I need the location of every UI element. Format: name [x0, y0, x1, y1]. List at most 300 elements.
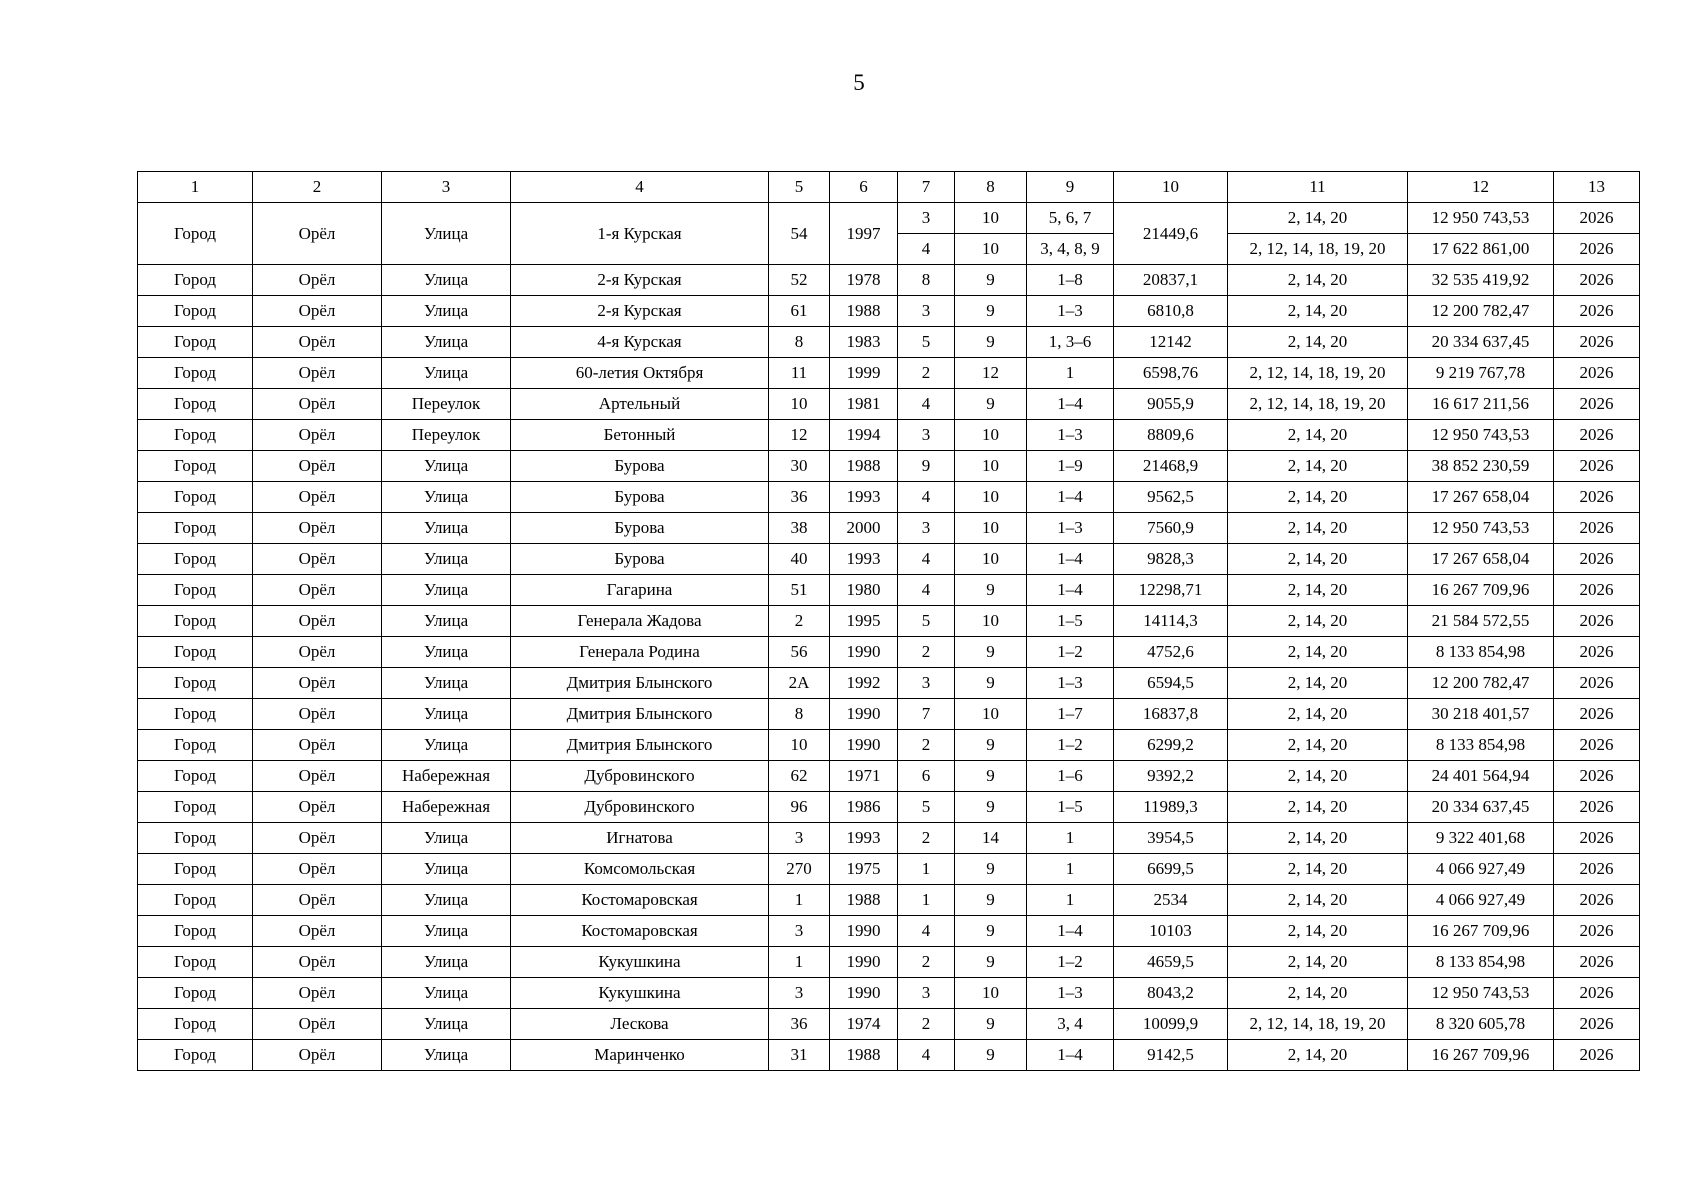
table-cell: 30 218 401,57: [1408, 699, 1554, 730]
table-cell: 2, 14, 20: [1228, 296, 1408, 327]
table-cell: 2026: [1554, 854, 1640, 885]
table-cell: 1–3: [1027, 978, 1114, 1009]
table-cell: 10: [955, 978, 1027, 1009]
table-cell: 2026: [1554, 637, 1640, 668]
table-cell: Орёл: [253, 699, 382, 730]
table-cell: 2026: [1554, 203, 1640, 234]
table-cell: Кукушкина: [511, 978, 769, 1009]
table-cell: 7560,9: [1114, 513, 1228, 544]
table-cell: Город: [138, 203, 253, 265]
table-cell: 2026: [1554, 544, 1640, 575]
table-cell: Орёл: [253, 203, 382, 265]
table-cell: Артельный: [511, 389, 769, 420]
table-cell: Город: [138, 699, 253, 730]
table-row: [138, 668, 1640, 699]
table-cell: 1–9: [1027, 451, 1114, 482]
table-row: [138, 916, 1640, 947]
table-cell: 4 066 927,49: [1408, 885, 1554, 916]
table-cell: 1997: [830, 203, 898, 265]
table-cell: 1–3: [1027, 296, 1114, 327]
table-cell: Набережная: [382, 792, 511, 823]
table-cell: 1980: [830, 575, 898, 606]
table-cell: 1–4: [1027, 916, 1114, 947]
table-cell: Улица: [382, 327, 511, 358]
table-cell: 31: [769, 1040, 830, 1071]
header-cell: 1: [138, 172, 253, 203]
table-cell: Переулок: [382, 420, 511, 451]
table-cell: 2, 14, 20: [1228, 885, 1408, 916]
header-cell: 2: [253, 172, 382, 203]
table-cell: 17 622 861,00: [1408, 234, 1554, 265]
table-cell: 12 200 782,47: [1408, 296, 1554, 327]
table-cell: 1–7: [1027, 699, 1114, 730]
table-cell: Город: [138, 761, 253, 792]
table-row: [138, 544, 1640, 575]
table-cell: 9: [955, 885, 1027, 916]
table-cell: 5: [898, 792, 955, 823]
table-cell: 10: [955, 544, 1027, 575]
table-row: [138, 730, 1640, 761]
table-cell: 2026: [1554, 978, 1640, 1009]
table-cell: 1: [1027, 823, 1114, 854]
table-cell: 1–6: [1027, 761, 1114, 792]
table-cell: Город: [138, 575, 253, 606]
table-cell: 9: [955, 296, 1027, 327]
table-cell: 1975: [830, 854, 898, 885]
header-cell: 13: [1554, 172, 1640, 203]
table-cell: 1992: [830, 668, 898, 699]
table-cell: 12 950 743,53: [1408, 203, 1554, 234]
table-cell: 12 950 743,53: [1408, 978, 1554, 1009]
table-cell: Орёл: [253, 358, 382, 389]
table-cell: 2, 14, 20: [1228, 823, 1408, 854]
table-cell: 1–4: [1027, 544, 1114, 575]
table-cell: 9: [955, 947, 1027, 978]
table-cell: 12 950 743,53: [1408, 513, 1554, 544]
table-cell: Город: [138, 792, 253, 823]
table-cell: 6598,76: [1114, 358, 1228, 389]
table-cell: Город: [138, 823, 253, 854]
table-cell: Улица: [382, 1040, 511, 1071]
table-cell: 12: [955, 358, 1027, 389]
table-cell: 1990: [830, 730, 898, 761]
table-cell: 2-я Курская: [511, 265, 769, 296]
table-cell: 1993: [830, 823, 898, 854]
table-cell: 3: [898, 668, 955, 699]
table-cell: 4: [898, 916, 955, 947]
table-cell: 2026: [1554, 575, 1640, 606]
table-cell: 3954,5: [1114, 823, 1228, 854]
table-cell: 2, 14, 20: [1228, 482, 1408, 513]
table-row: [138, 978, 1640, 1009]
table-cell: 8: [769, 699, 830, 730]
table-cell: 6594,5: [1114, 668, 1228, 699]
table-cell: 9: [898, 451, 955, 482]
table-cell: Город: [138, 668, 253, 699]
table-cell: 2026: [1554, 420, 1640, 451]
table-cell: 7: [898, 699, 955, 730]
table-cell: 2, 14, 20: [1228, 265, 1408, 296]
header-cell: 5: [769, 172, 830, 203]
table-cell: 1988: [830, 296, 898, 327]
table-cell: Орёл: [253, 792, 382, 823]
table-cell: 2, 14, 20: [1228, 761, 1408, 792]
table-cell: Орёл: [253, 575, 382, 606]
table-cell: 1990: [830, 947, 898, 978]
table-cell: Улица: [382, 513, 511, 544]
table-cell: Дмитрия Блынского: [511, 730, 769, 761]
table-cell: 21449,6: [1114, 203, 1228, 265]
table-cell: Улица: [382, 823, 511, 854]
table-cell: 9142,5: [1114, 1040, 1228, 1071]
table-cell: 1-я Курская: [511, 203, 769, 265]
table-cell: 1988: [830, 451, 898, 482]
table-cell: 1–4: [1027, 1040, 1114, 1071]
table-cell: 3: [898, 978, 955, 1009]
table-cell: 9562,5: [1114, 482, 1228, 513]
table-row: [138, 947, 1640, 978]
table-cell: 20837,1: [1114, 265, 1228, 296]
table-cell: 2, 14, 20: [1228, 947, 1408, 978]
table-cell: Набережная: [382, 761, 511, 792]
table-cell: 1986: [830, 792, 898, 823]
table-cell: 2026: [1554, 699, 1640, 730]
table-row: [138, 575, 1640, 606]
table-cell: 1988: [830, 885, 898, 916]
table-cell: 2026: [1554, 1040, 1640, 1071]
table-cell: 1990: [830, 699, 898, 730]
table-cell: 8 133 854,98: [1408, 730, 1554, 761]
table-cell: 32 535 419,92: [1408, 265, 1554, 296]
table-row: [138, 513, 1640, 544]
table-row: [138, 854, 1640, 885]
table-cell: 52: [769, 265, 830, 296]
table-cell: 2026: [1554, 1009, 1640, 1040]
table-cell: 8 320 605,78: [1408, 1009, 1554, 1040]
table-cell: Орёл: [253, 606, 382, 637]
table-cell: Дубровинского: [511, 761, 769, 792]
table-cell: 51: [769, 575, 830, 606]
table-cell: 2026: [1554, 358, 1640, 389]
table-cell: Город: [138, 451, 253, 482]
table-cell: 8 133 854,98: [1408, 637, 1554, 668]
table-cell: 14114,3: [1114, 606, 1228, 637]
table-cell: Улица: [382, 978, 511, 1009]
table-cell: 17 267 658,04: [1408, 482, 1554, 513]
table-cell: 1–2: [1027, 637, 1114, 668]
table-cell: 14: [955, 823, 1027, 854]
table-cell: 2026: [1554, 792, 1640, 823]
table-cell: 1–4: [1027, 575, 1114, 606]
table-cell: Орёл: [253, 327, 382, 358]
table-cell: Город: [138, 420, 253, 451]
table-cell: 2, 12, 14, 18, 19, 20: [1228, 234, 1408, 265]
table-cell: Город: [138, 389, 253, 420]
table-cell: Улица: [382, 544, 511, 575]
table-cell: 2026: [1554, 885, 1640, 916]
table-cell: 5, 6, 7: [1027, 203, 1114, 234]
table-row: [138, 637, 1640, 668]
table-cell: 1: [1027, 358, 1114, 389]
table-cell: Гагарина: [511, 575, 769, 606]
table-cell: 10: [955, 451, 1027, 482]
table-cell: 2026: [1554, 265, 1640, 296]
table-cell: 4-я Курская: [511, 327, 769, 358]
table-row: [138, 420, 1640, 451]
table-row: [138, 823, 1640, 854]
table-cell: Орёл: [253, 823, 382, 854]
table-cell: 4659,5: [1114, 947, 1228, 978]
table-cell: Город: [138, 327, 253, 358]
table-cell: Комсомольская: [511, 854, 769, 885]
header-cell: 7: [898, 172, 955, 203]
table-cell: 56: [769, 637, 830, 668]
table-cell: 9: [955, 916, 1027, 947]
table-cell: 3, 4: [1027, 1009, 1114, 1040]
table-cell: Улица: [382, 296, 511, 327]
table-cell: Генерала Жадова: [511, 606, 769, 637]
table-cell: 2, 14, 20: [1228, 575, 1408, 606]
table-cell: 2, 12, 14, 18, 19, 20: [1228, 358, 1408, 389]
table-cell: Бетонный: [511, 420, 769, 451]
table-cell: 1995: [830, 606, 898, 637]
table-cell: 1–3: [1027, 420, 1114, 451]
table-cell: 1990: [830, 916, 898, 947]
table-cell: Орёл: [253, 947, 382, 978]
table-cell: 8043,2: [1114, 978, 1228, 1009]
table-cell: 2, 14, 20: [1228, 203, 1408, 234]
table-cell: Улица: [382, 730, 511, 761]
table-cell: 2: [898, 1009, 955, 1040]
table-cell: 6: [898, 761, 955, 792]
table-cell: 3, 4, 8, 9: [1027, 234, 1114, 265]
table-cell: 9: [955, 668, 1027, 699]
table-cell: Орёл: [253, 978, 382, 1009]
table-cell: 1993: [830, 544, 898, 575]
table-cell: Костомаровская: [511, 885, 769, 916]
table-cell: 1, 3–6: [1027, 327, 1114, 358]
table-row: [138, 606, 1640, 637]
table-cell: 2, 14, 20: [1228, 1040, 1408, 1071]
table-cell: 10: [955, 513, 1027, 544]
table-cell: 4: [898, 575, 955, 606]
table-cell: Маринченко: [511, 1040, 769, 1071]
table-cell: 270: [769, 854, 830, 885]
table-cell: Орёл: [253, 885, 382, 916]
header-cell: 11: [1228, 172, 1408, 203]
table-cell: Город: [138, 947, 253, 978]
table-cell: 9828,3: [1114, 544, 1228, 575]
table-row: [138, 265, 1640, 296]
table-row: [138, 761, 1640, 792]
table-cell: Орёл: [253, 389, 382, 420]
table-cell: 2, 14, 20: [1228, 978, 1408, 1009]
table-cell: Орёл: [253, 1040, 382, 1071]
table-cell: 2, 14, 20: [1228, 420, 1408, 451]
table-cell: 2, 14, 20: [1228, 606, 1408, 637]
table-cell: 24 401 564,94: [1408, 761, 1554, 792]
table-cell: 2, 12, 14, 18, 19, 20: [1228, 1009, 1408, 1040]
table-cell: 54: [769, 203, 830, 265]
table-cell: Улица: [382, 265, 511, 296]
table-cell: 3: [769, 823, 830, 854]
table-cell: 1–4: [1027, 482, 1114, 513]
table-cell: Орёл: [253, 544, 382, 575]
table-cell: 1: [769, 885, 830, 916]
table-cell: 2026: [1554, 606, 1640, 637]
table-cell: Бурова: [511, 482, 769, 513]
table-cell: 1–4: [1027, 389, 1114, 420]
table-cell: 2А: [769, 668, 830, 699]
table-cell: Улица: [382, 699, 511, 730]
table-cell: 2026: [1554, 916, 1640, 947]
table-cell: 11989,3: [1114, 792, 1228, 823]
table-cell: 1993: [830, 482, 898, 513]
table-cell: 36: [769, 1009, 830, 1040]
table-cell: 10: [955, 606, 1027, 637]
header-cell: 4: [511, 172, 769, 203]
table-cell: Город: [138, 978, 253, 1009]
table-cell: 10: [769, 389, 830, 420]
table-cell: 1994: [830, 420, 898, 451]
table-cell: 10: [769, 730, 830, 761]
header-cell: 10: [1114, 172, 1228, 203]
table-cell: 2: [898, 358, 955, 389]
table-cell: Лескова: [511, 1009, 769, 1040]
table-cell: 10: [955, 203, 1027, 234]
table-row: [138, 451, 1640, 482]
table-cell: 1: [898, 885, 955, 916]
table-cell: 2: [898, 947, 955, 978]
table-cell: 2: [769, 606, 830, 637]
table-cell: 20 334 637,45: [1408, 327, 1554, 358]
table-cell: 10: [955, 234, 1027, 265]
table-cell: 10103: [1114, 916, 1228, 947]
table-cell: 3: [769, 978, 830, 1009]
table-cell: 1–2: [1027, 947, 1114, 978]
table-cell: 2, 14, 20: [1228, 451, 1408, 482]
table-cell: Улица: [382, 1009, 511, 1040]
table-cell: 10: [955, 699, 1027, 730]
table-cell: 62: [769, 761, 830, 792]
table-cell: 9: [955, 265, 1027, 296]
table-cell: Улица: [382, 854, 511, 885]
table-cell: 96: [769, 792, 830, 823]
table-cell: Улица: [382, 203, 511, 265]
table-cell: Костомаровская: [511, 916, 769, 947]
table-cell: 21468,9: [1114, 451, 1228, 482]
table-cell: Город: [138, 296, 253, 327]
table-cell: Орёл: [253, 916, 382, 947]
table-cell: 16837,8: [1114, 699, 1228, 730]
table-cell: 1988: [830, 1040, 898, 1071]
table-cell: 1: [1027, 885, 1114, 916]
table-cell: Бурова: [511, 451, 769, 482]
table-cell: 12: [769, 420, 830, 451]
table-cell: 1990: [830, 637, 898, 668]
table-cell: Бурова: [511, 544, 769, 575]
table-cell: 2026: [1554, 296, 1640, 327]
table-cell: 3: [898, 420, 955, 451]
table-cell: 12 200 782,47: [1408, 668, 1554, 699]
table-cell: 8 133 854,98: [1408, 947, 1554, 978]
table-cell: 40: [769, 544, 830, 575]
table-cell: 1978: [830, 265, 898, 296]
table-cell: 9392,2: [1114, 761, 1228, 792]
table-cell: Улица: [382, 947, 511, 978]
table-cell: 2534: [1114, 885, 1228, 916]
table-cell: 2-я Курская: [511, 296, 769, 327]
table-cell: 2: [898, 823, 955, 854]
table-cell: 9055,9: [1114, 389, 1228, 420]
table-row: [138, 482, 1640, 513]
table-cell: Улица: [382, 606, 511, 637]
table-cell: 9: [955, 854, 1027, 885]
table-row: [138, 1040, 1640, 1071]
table-cell: 1–2: [1027, 730, 1114, 761]
table-cell: 1983: [830, 327, 898, 358]
table-cell: 12 950 743,53: [1408, 420, 1554, 451]
table-cell: 4: [898, 389, 955, 420]
table-cell: 3: [769, 916, 830, 947]
table-cell: Улица: [382, 916, 511, 947]
table-cell: 2, 12, 14, 18, 19, 20: [1228, 389, 1408, 420]
table-cell: 1–3: [1027, 513, 1114, 544]
table-cell: Улица: [382, 637, 511, 668]
table-cell: 2026: [1554, 389, 1640, 420]
table-cell: 1: [898, 854, 955, 885]
table-cell: 9: [955, 1040, 1027, 1071]
table-cell: Улица: [382, 451, 511, 482]
table-cell: Улица: [382, 358, 511, 389]
table-cell: 2, 14, 20: [1228, 637, 1408, 668]
table-cell: 9: [955, 575, 1027, 606]
table-cell: 6299,2: [1114, 730, 1228, 761]
table-cell: 2, 14, 20: [1228, 327, 1408, 358]
table-cell: Город: [138, 916, 253, 947]
table-cell: 2026: [1554, 513, 1640, 544]
table-cell: 10: [955, 420, 1027, 451]
table-cell: Город: [138, 265, 253, 296]
table-row: [138, 203, 1640, 234]
table-cell: 3: [898, 203, 955, 234]
table-cell: Переулок: [382, 389, 511, 420]
table-cell: Город: [138, 513, 253, 544]
table-cell: 2, 14, 20: [1228, 544, 1408, 575]
table-cell: 2, 14, 20: [1228, 916, 1408, 947]
table-cell: 1–3: [1027, 668, 1114, 699]
table-cell: 9: [955, 637, 1027, 668]
table-cell: Город: [138, 358, 253, 389]
table-row: [138, 885, 1640, 916]
table-cell: Кукушкина: [511, 947, 769, 978]
table-cell: 2026: [1554, 761, 1640, 792]
table-cell: 9: [955, 1009, 1027, 1040]
table-cell: Орёл: [253, 265, 382, 296]
table-cell: 2026: [1554, 730, 1640, 761]
table-cell: Игнатова: [511, 823, 769, 854]
table-cell: 9: [955, 327, 1027, 358]
table-cell: Дмитрия Блынского: [511, 668, 769, 699]
table-cell: 8: [769, 327, 830, 358]
table-cell: Улица: [382, 575, 511, 606]
table-row: [138, 1009, 1640, 1040]
table-cell: 36: [769, 482, 830, 513]
table-cell: Орёл: [253, 637, 382, 668]
table-cell: 4: [898, 544, 955, 575]
table-cell: 1: [769, 947, 830, 978]
table-cell: 2: [898, 730, 955, 761]
